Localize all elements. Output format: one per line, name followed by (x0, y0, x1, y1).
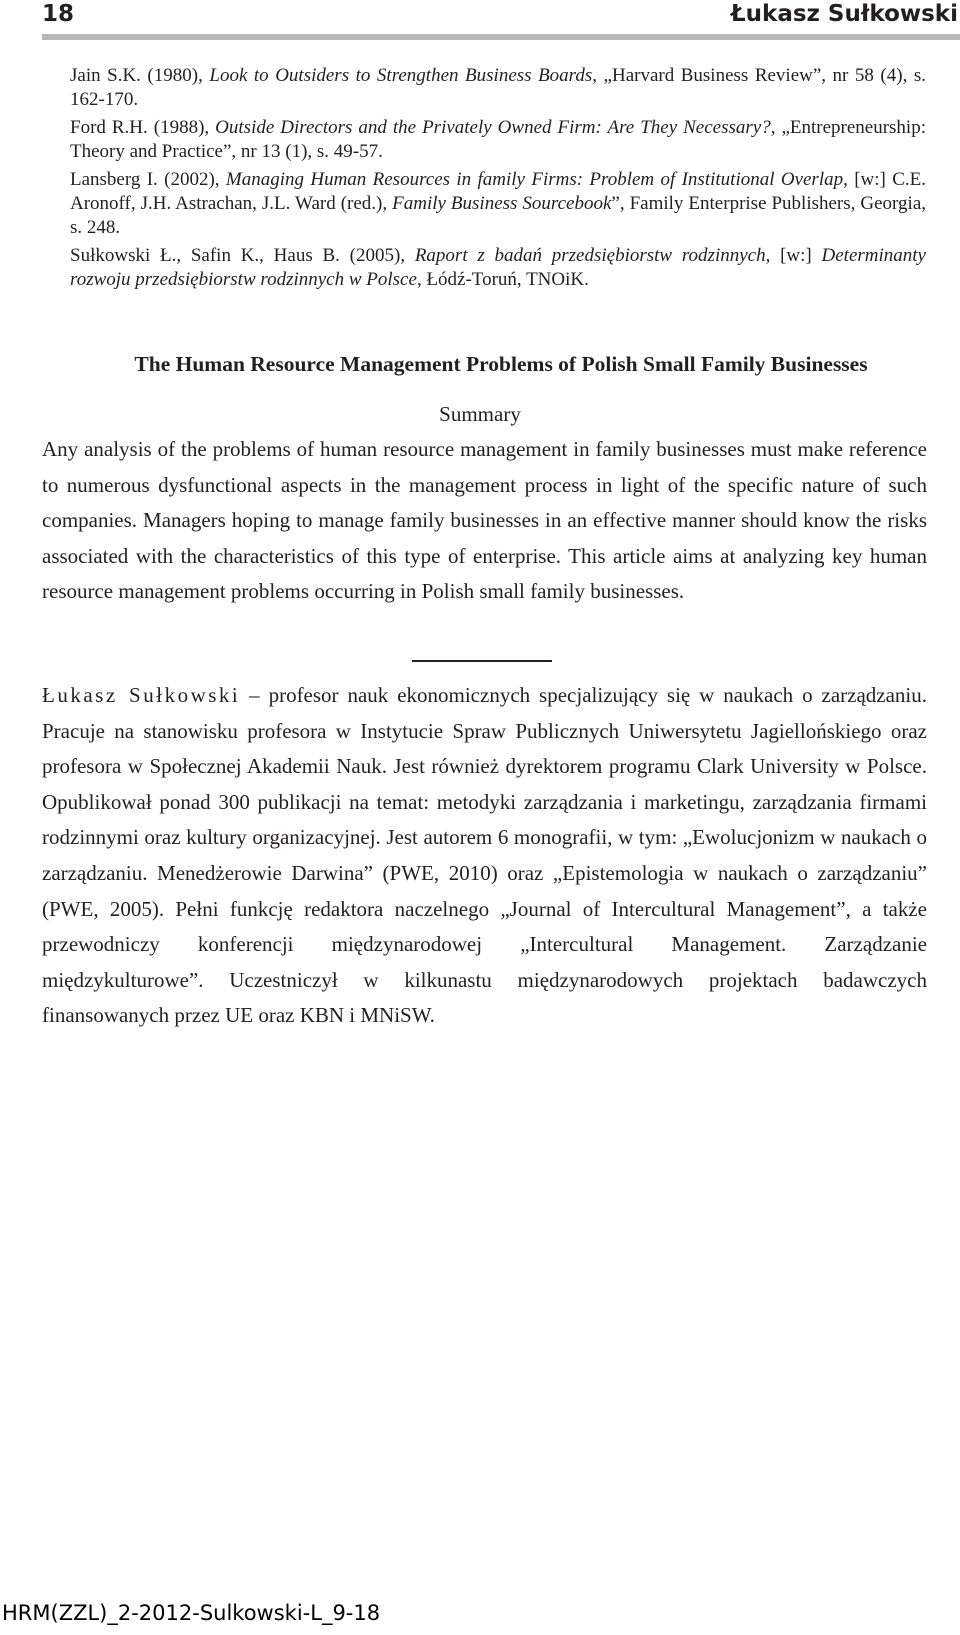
running-author: Łukasz Sułkowski (730, 1, 958, 27)
reference-list (70, 64, 926, 296)
reference-item: Lansberg I. (2002), Managing Human Resources in family Firms: Problem of Institutional Overlap, [w:] C.E. Aronoff, J.H. Astrachan, J.L. Ward (red.), Family Business Sourcebook”, Family Enterprise Publishers, Georgia, s. 248. (70, 169, 926, 238)
summary-label: Summary (439, 402, 521, 426)
reference-item: Sułkowski Ł., Safin K., Haus B. (2005), Raport z badań przedsiębiorstw rodzinnych, [w:] Determinanty rozwoju przedsiębiorstw rodzinnych w Polsce, Łódź-Toruń, TNOiK. (70, 245, 926, 290)
bio-text: – profesor nauk ekonomicznych specjalizujący się w naukach o zarządzaniu. Pracuje na stanowisku profesora w Instytucie Spraw Publicznych Uniwersytetu Jagiellońskiego oraz profesora w Społecznej Akademii Nauk. Jest również dyrektorem programu Clark University w Polsce. Opublikował ponad 300 publikacji na temat: metodyki zarządzania i marketingu, zarządzania firmami rodzinnymi oraz kultury organizacyjnej. Jest autorem 6 monografii, w tym: „Ewolucjonizm w naukach o zarządzaniu. Menedżerowie Darwina” (PWE, 2010) oraz „Epistemologia w naukach o zarządzaniu” (PWE, 2005). Pełni funkcję redaktora naczelnego „Journal of Intercultural Management”, a także przewodniczy konferencji międzynarodowej „Intercultural Management. Zarządzanie międzykulturowe”. Uczestniczył w kilkunastu międzynarodowych projektach badawczych finansowanych przez UE oraz KBN i MNiSW. (42, 683, 928, 1028)
author-bio (42, 678, 927, 1034)
header-rule (42, 34, 960, 40)
page-header (42, 0, 960, 40)
page-number: 18 (42, 1, 75, 27)
file-label: HRM(ZZL)_2-2012-Sulkowski-L_9-18 (2, 1601, 381, 1625)
bio-author-name: Łukasz Sułkowski (42, 683, 241, 707)
section-divider (412, 660, 552, 662)
reference-item: Jain S.K. (1980), Look to Outsiders to Strengthen Business Boards, „Harvard Business Review”, nr 58 (4), s. 162-170. (70, 65, 926, 110)
reference-item: Ford R.H. (1988), Outside Directors and the Privately Owned Firm: Are They Necessary?, „Entrepreneurship: Theory and Practice”, nr 13 (1), s. 49-57. (70, 117, 926, 162)
summary-title: The Human Resource Management Problems of Polish Small Family Businesses (134, 352, 868, 376)
summary-text: Any analysis of the problems of human resource management in family businesses must make reference to numerous dysfunctional aspects in the management process in light of the specific nature of such companies. Managers hoping to manage family businesses in an effective manner should know the risks associated with the characteristics of this type of enterprise. This article aims at analyzing key human resource management problems occurring in Polish small family businesses. (42, 437, 927, 603)
